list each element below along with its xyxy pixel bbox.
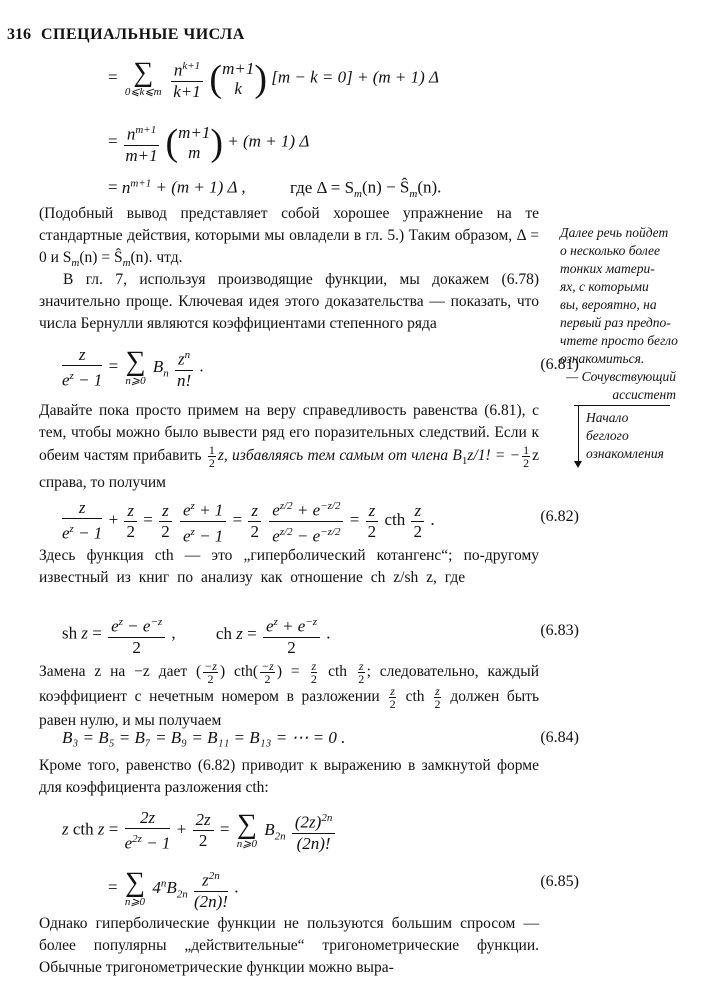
p5-a: Замена z на −z дает	[39, 663, 188, 681]
eq-number-6-82: (6.82)	[540, 508, 579, 525]
eq-line3: + (m + 1) Δ ,	[155, 177, 246, 197]
margin-quote-line: Далее речь пойдет	[560, 225, 669, 240]
eq-line2-tail: + (m + 1) Δ	[227, 131, 310, 151]
margin-quote-line: первый раз предпо-	[560, 315, 671, 330]
equation-line-3: = $n^{m+1} + (m + 1)$ Δ , где $\Delta = S_m(n)$ − $Ŝ_m(n)$.	[108, 177, 442, 201]
sum-symbol: ∑ 0⩽k⩽m	[124, 56, 162, 98]
equation-6-85-line-2: = ∑ n⩾0 $4^nB_{2n}$ $\frac{z^{2n}}{(2n)!}$ .	[108, 866, 239, 911]
p1-tail: (n) = Ŝ	[79, 249, 123, 266]
paragraph-7: Однако гиперболические функции не пользуются большим спросом — более популярны „действительные“ тригонометрические функции. Обычные тригонометрические функции можно выра-	[39, 915, 539, 976]
eq-line3-where: где Δ = S	[289, 177, 355, 197]
page-number: 316	[7, 26, 31, 43]
sum-symbol: ∑ n⩾0	[236, 808, 257, 850]
equation-6-81: $\frac{z}{e^z - 1}$ = ∑ n⩾0 $B_n$ $\frac{z^n}{n!}$ .	[62, 345, 204, 390]
quote-author-2: ассистент	[612, 387, 676, 402]
margin-quote-line: вы, вероятно, на	[560, 297, 657, 312]
quote-author: — Сочувствующий	[566, 369, 676, 384]
margin-quote-line: ознакомиться.	[560, 351, 645, 366]
p3-c: z/1! = −	[467, 447, 521, 465]
equation-line-1: = ∑ 0⩽k⩽m $\frac{n^{k+1}}{k+1}$ (m+1 k ) [m − k = 0] + (m + 1) Δ	[108, 56, 440, 101]
sum-symbol: ∑ n⩾0	[124, 866, 146, 908]
fraction: $\frac{n^{k+1}}{k+1}$	[171, 56, 203, 102]
box-line: Начало	[586, 410, 629, 425]
paragraph-1: (Подобный вывод представляет собой хорошее упражнение на те стандартные действия, которыми мы овладели в гл. 5.) Таким образом, Δ = 0 и $S_m(n)$ = $Ŝ_m(n)$. чтд.	[39, 205, 539, 270]
arrow-down-icon	[574, 461, 582, 468]
p1-text: (Подобный вывод представляет собой хорошее упражнение на те стандартные действия, которыми мы овладели в гл. 5.) Таким образом, Δ = 0 и S	[39, 205, 539, 266]
page-header	[7, 26, 245, 44]
eq-line3-where-b: (n) − Ŝ	[362, 177, 410, 197]
equation-6-82: $\frac{z}{e^z - 1}$ + $\frac{z}{2}$ = $\frac{z}{2}$ $\frac{e^z + 1}{e^z - 1}$ = $\frac{z}{2}$ $\frac{e^{z/2} + e^{-z/2}}{e^{z/2} - e^{-z/2}}$ = $\frac{z}{2}$ cth $\frac{z}{2}$ .	[60, 496, 435, 546]
margin-quote-line: о несколько более	[560, 243, 661, 258]
margin-quote-line: чтете просто бегло	[560, 333, 678, 348]
margin-quote-line: тонких матери-	[560, 261, 655, 276]
marker-top-rule	[574, 405, 670, 406]
p3-d: z справа, то получим	[39, 447, 539, 492]
paragraph-3: Давайте пока просто примем на веру справедливость равенства (6.81), с тем, чтобы можно было вывести ряд его поразительных следствий. Если к обеим частям прибавить $\frac{1}{2}$ z, избавляясь тем самым от члена $B_1z/1$! = − $\frac{1}{2}$ z справа, то получим	[39, 402, 539, 492]
paragraph-2: В гл. 7, используя производящие функции, мы докажем (6.78) значительно проще. Ключевая идея этого доказательства — показать, что числа Бернулли являются коэффициентами степенного ряда	[39, 271, 539, 332]
binomial: (m+1 m )	[165, 121, 224, 164]
binomial: (m+1 k )	[209, 57, 267, 100]
p5-b: ; следовательно, каждый коэффициент с нечетным номером в разложении	[39, 663, 539, 706]
eq-number-6-85: (6.85)	[540, 873, 579, 890]
margin-quote-line: ях, с которыми	[560, 279, 649, 294]
p3-text: Давайте пока просто примем на веру справедливость равенства (6.81), с тем, чтобы можно было вывести ряд его поразительных следствий. Если к обеим частям прибавить	[39, 402, 539, 465]
fraction: $\frac{n^{m+1}}{m+1}$	[124, 120, 159, 166]
eq-number-6-84: (6.84)	[540, 729, 579, 746]
paragraph-6: Кроме того, равенство (6.82) приводит к выражению в замкнутой форме для коэффициента разложения cth:	[39, 757, 539, 796]
eq-line1-tail: [m − k = 0] + (m + 1) Δ	[271, 67, 440, 87]
box-line: беглого	[586, 428, 629, 443]
marker-vertical-line	[578, 405, 579, 463]
eq-line3-where-c: (n).	[417, 177, 442, 197]
paragraph-4: Здесь функция cth — это „гиперболический котангенс“; по-другому известный из книг по анализу как отношение ch z/sh z, где	[39, 547, 539, 586]
p3-b: z, избавляясь тем самым от члена B	[217, 447, 462, 465]
equation-6-83: sh z = $\frac{e^z - e^{-z}}{2}$ , ch z = $\frac{e^z + e^{-z}}{2}$ .	[62, 612, 331, 658]
sum-symbol: ∑ n⩾0	[125, 345, 146, 387]
box-line: ознакомления	[586, 446, 664, 461]
paragraph-5: Замена z на −z дает ( $\frac{-z}{2}$ ) cth( $\frac{-z}{2}$ ) = $\frac{z}{2}$ cth $\frac{z}{2}$ ; следовательно, каждый коэффициент с нечетным номером в разложении $\frac{z}{2}$ cth $\frac{z}{2}$ должен быть равен нулю, и мы получаем	[39, 659, 540, 729]
equation-6-85-line-1: z cth z = $\frac{2z}{e^{2z} - 1}$ + $\frac{2z}{2}$ = ∑ n⩾0 $B_{2n}$ $\frac{(2z)^{2n}}{(2n)!}$	[62, 808, 337, 854]
equation-6-84: B₃ = B₅ = B₇ = B₉ = B₁₁ = B₁₃ = ⋯ = 0 .	[62, 728, 346, 747]
running-title: СПЕЦИАЛЬНЫЕ ЧИСЛА	[41, 26, 245, 43]
equation-line-2: = $\frac{n^{m+1}}{m+1}$ (m+1 m ) + (m + 1) Δ	[108, 121, 310, 165]
margin-quote	[560, 224, 690, 404]
p1-end: (n). чтд.	[130, 249, 183, 266]
skim-start-marker	[574, 405, 670, 465]
eq-number-6-81: (6.81)	[540, 356, 579, 373]
eq-number-6-83: (6.83)	[540, 622, 579, 639]
p5-c: должен быть равен нулю, и мы получаем	[39, 688, 540, 729]
